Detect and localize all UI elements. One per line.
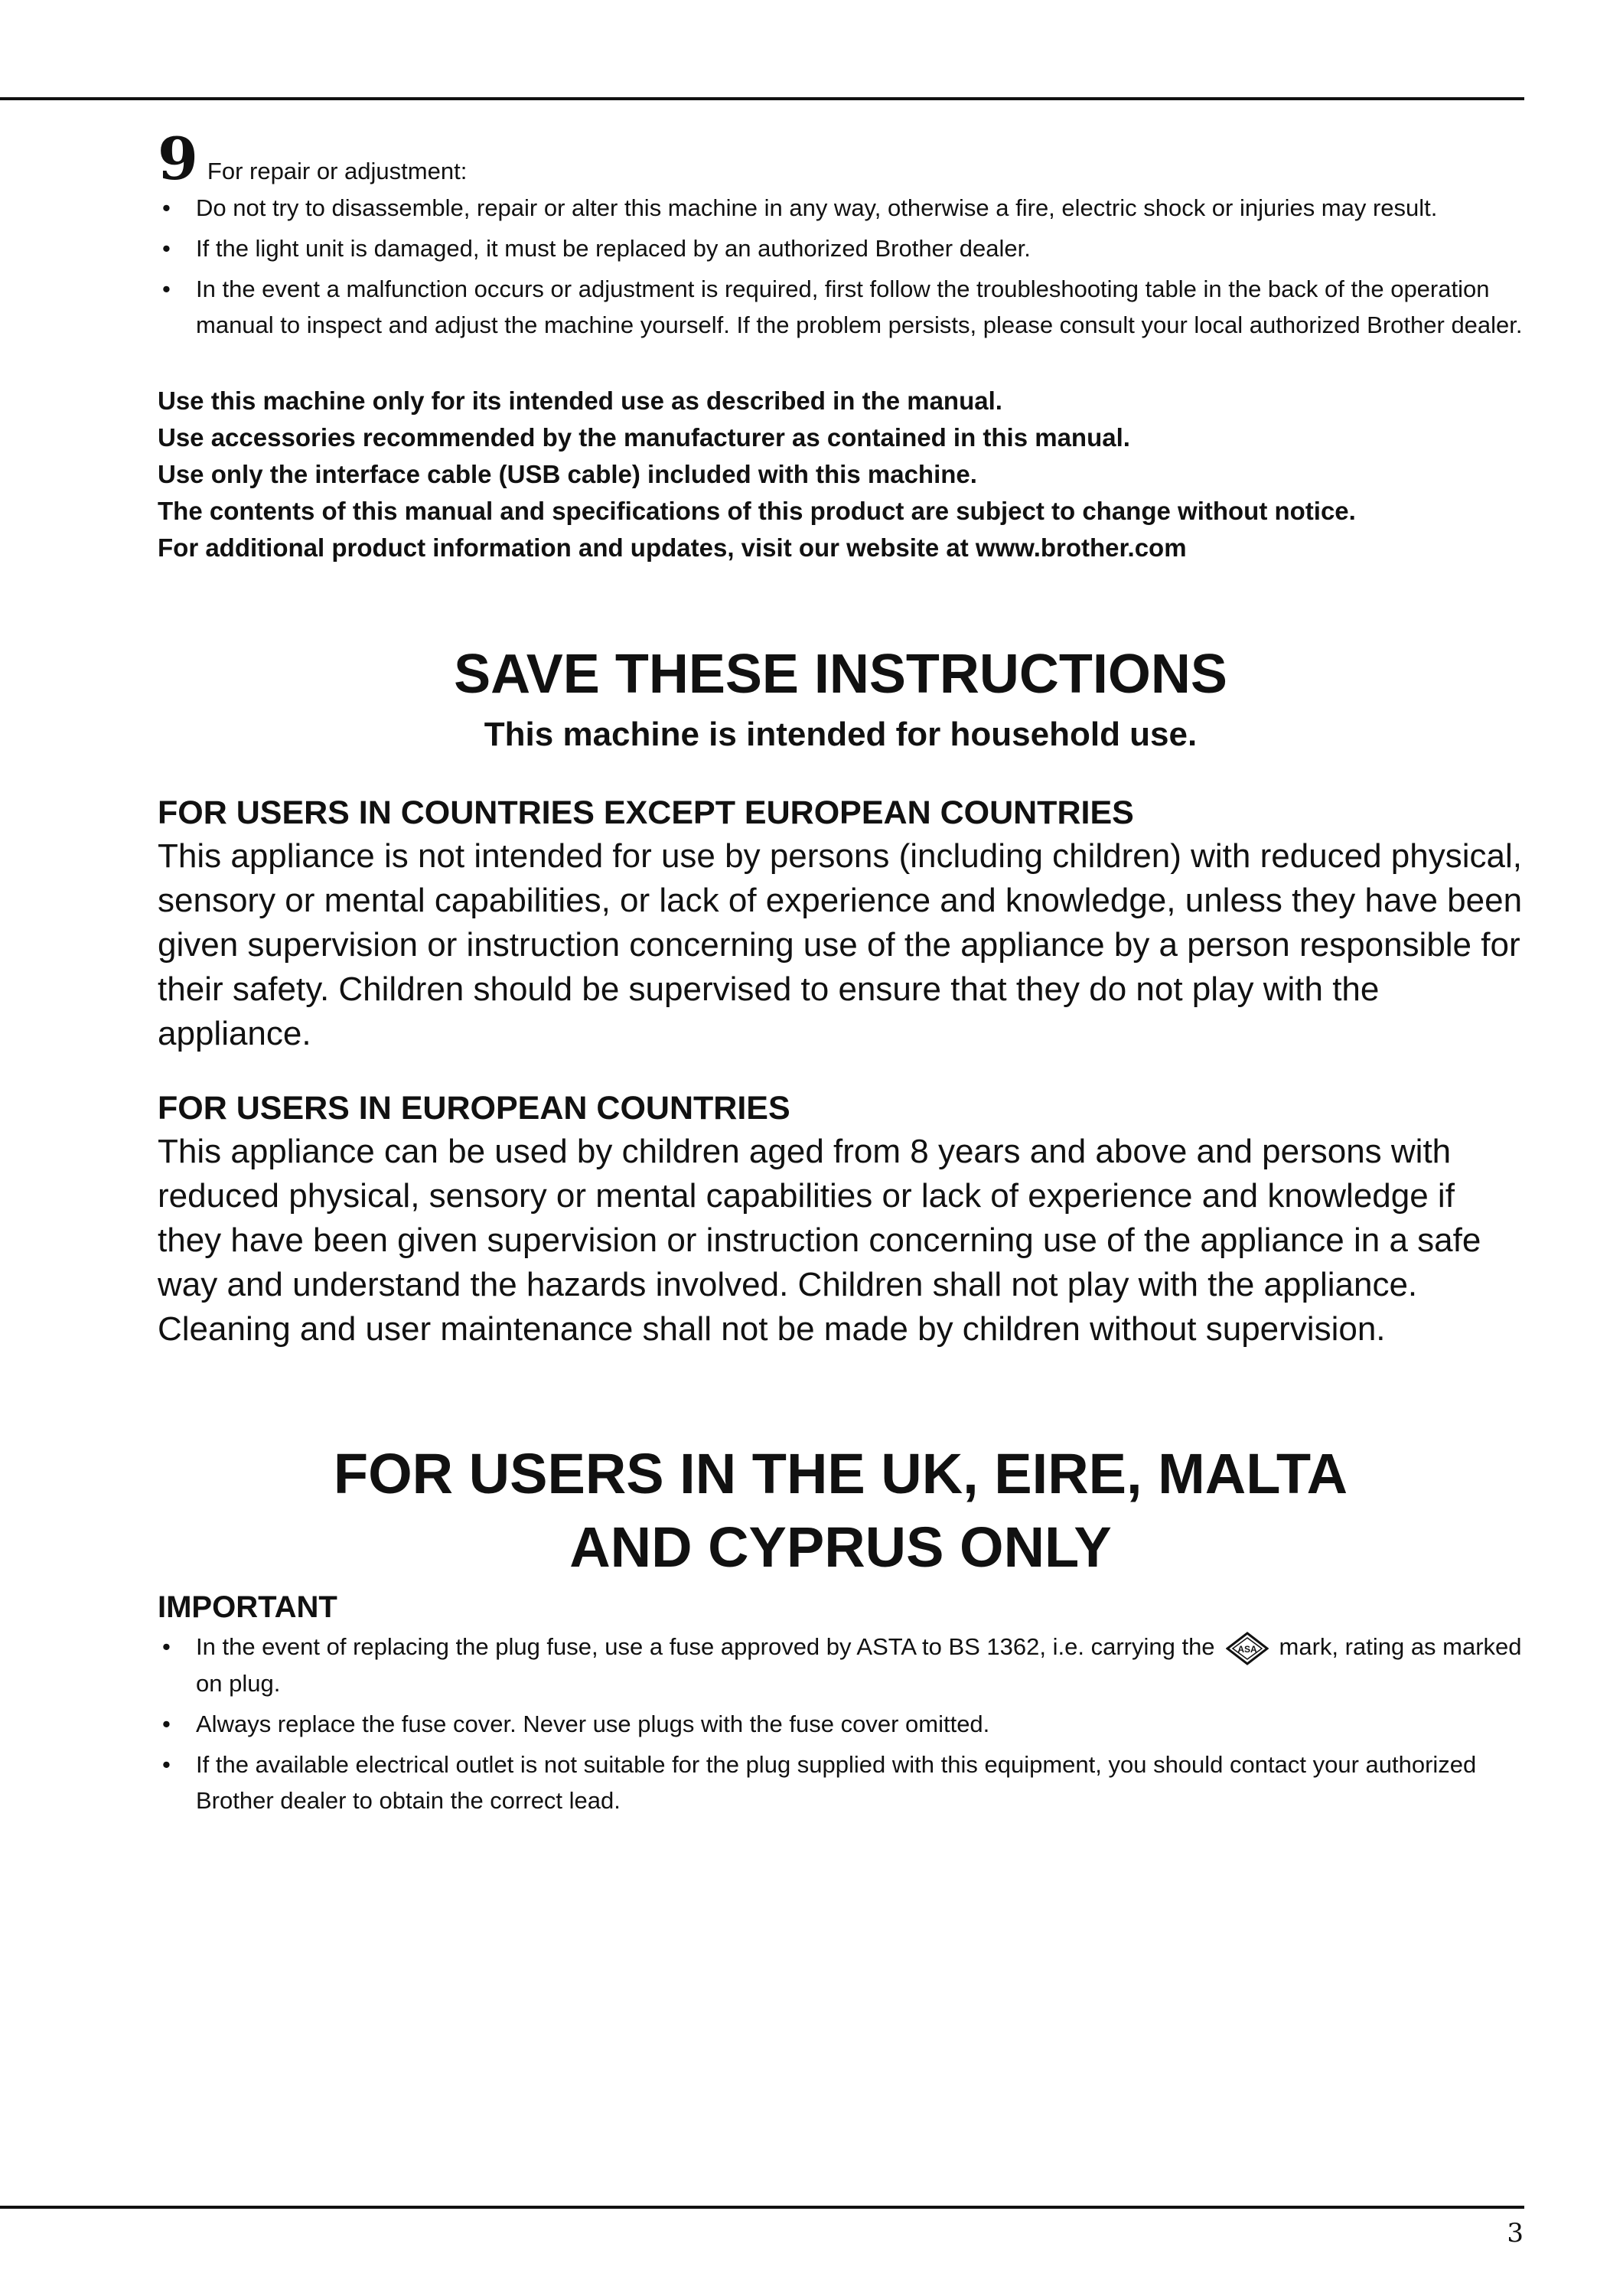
list-item xyxy=(158,1629,1524,1701)
bullet-text: If the light unit is damaged, it must be replaced by an authorized Brother dealer. xyxy=(196,235,1031,262)
asta-mark-text: ASA xyxy=(1237,1643,1257,1655)
bullet-text: Always replace the fuse cover. Never use plugs with the fuse cover omitted. xyxy=(196,1710,990,1737)
bullet-icon: • xyxy=(162,276,171,302)
non-eu-section xyxy=(158,791,1524,1056)
important-label: IMPORTANT xyxy=(158,1590,337,1624)
repair-bullet-list xyxy=(158,190,1524,343)
eu-title: FOR USERS IN EUROPEAN COUNTRIES xyxy=(158,1090,790,1127)
section-9-header xyxy=(158,125,1524,193)
usage-notes xyxy=(158,383,1524,566)
bullet-icon: • xyxy=(162,235,171,262)
non-eu-body: This appliance is not intended for use by persons (including children) with reduced physical, sensory or mental capabilities, or lack of experience and knowledge, unless they have been given supervision or instruction concerning use of the appliance by a person responsible for their safety. Children should be supervised to ensure that they do not play with the appliance. xyxy=(158,837,1523,1052)
save-instructions-heading: SAVE THESE INSTRUCTIONS xyxy=(454,644,1227,705)
bullet-icon: • xyxy=(162,194,171,221)
household-use-subheading: This machine is intended for household use. xyxy=(484,716,1198,753)
list-item xyxy=(158,1706,1524,1742)
list-item xyxy=(158,230,1524,266)
section-title: For repair or adjustment: xyxy=(207,158,468,184)
bullet-icon: • xyxy=(162,1710,171,1737)
usage-note: Use this machine only for its intended use as described in the manual. xyxy=(158,386,1002,415)
bullet-icon: • xyxy=(162,1750,171,1778)
uk-bullet-list xyxy=(158,1629,1524,1818)
fuse-text-after: mark, rating as marked on plug. xyxy=(196,1633,1522,1697)
eu-section xyxy=(158,1087,1524,1352)
uk-heading xyxy=(158,1437,1524,1584)
eu-body: This appliance can be used by children aged from 8 years and above and persons with reduced physical, sensory or mental capabilities or lack of experience and knowledge if they have been given supervision or instruction concerning use of the appliance in a safe way and understand the hazards involved. Children shall not play with the appliance. Cleaning and user maintenance shall not be made by children without supervision. xyxy=(158,1133,1481,1348)
asta-mark-icon xyxy=(1226,1632,1269,1665)
page-content xyxy=(158,125,1524,1823)
usage-note: Use only the interface cable (USB cable) included with this machine. xyxy=(158,460,977,488)
usage-note: Use accessories recommended by the manufacturer as contained in this manual. xyxy=(158,423,1130,452)
non-eu-title: FOR USERS IN COUNTRIES EXCEPT EUROPEAN COUNTRIES xyxy=(158,794,1134,831)
list-item xyxy=(158,271,1524,343)
bullet-text: In the event a malfunction occurs or adjustment is required, first follow the troubleshooting table in the back of the operation manual to inspect and adjust the machine yourself. If the problem persists, please consult your local authorized Brother dealer. xyxy=(196,276,1523,338)
list-item xyxy=(158,1746,1524,1818)
list-item xyxy=(158,190,1524,226)
uk-heading-line2: AND CYPRUS ONLY xyxy=(569,1515,1112,1579)
usage-note: The contents of this manual and specifications of this product are subject to change without notice. xyxy=(158,497,1356,525)
section-number: 9 xyxy=(158,125,198,193)
bullet-text: Do not try to disassemble, repair or alter this machine in any way, otherwise a fire, electric shock or injuries may result. xyxy=(196,194,1438,221)
usage-note: For additional product information and updates, visit our website at www.brother.com xyxy=(158,533,1187,562)
uk-heading-line1: FOR USERS IN THE UK, EIRE, MALTA xyxy=(333,1442,1348,1505)
bullet-text: If the available electrical outlet is not suitable for the plug supplied with this equipment, you should contact your authorized Brother dealer to obtain the correct lead. xyxy=(196,1750,1477,1814)
fuse-text-before: In the event of replacing the plug fuse, use a fuse approved by ASTA to BS 1362, i.e. carrying the xyxy=(196,1633,1215,1660)
top-rule xyxy=(0,97,1524,100)
bullet-icon: • xyxy=(162,1633,171,1660)
bottom-rule xyxy=(0,2206,1524,2209)
page-number: 3 xyxy=(1507,2218,1524,2249)
